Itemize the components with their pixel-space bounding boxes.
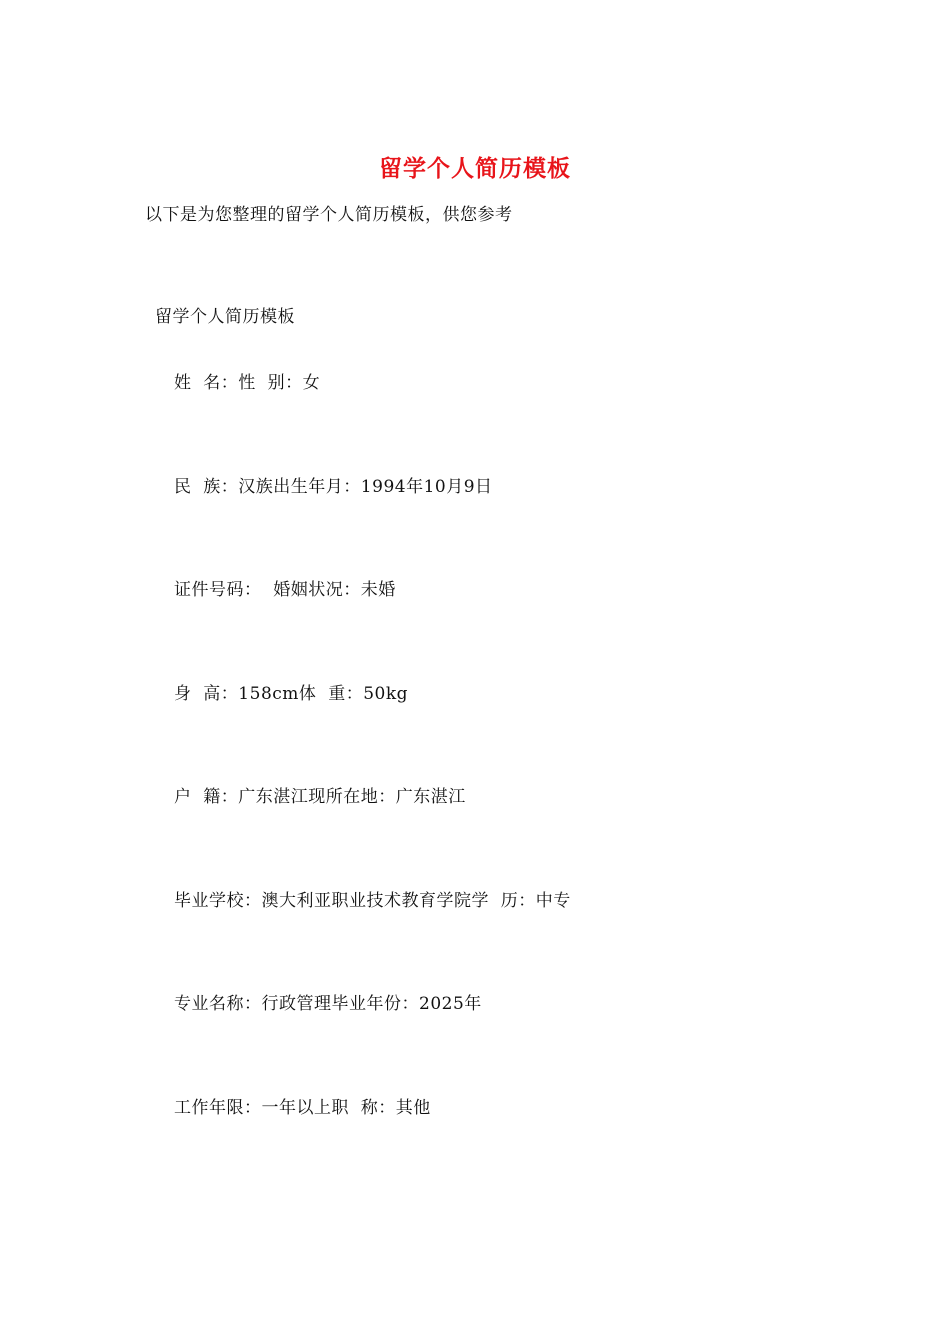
section-heading: 留学个人简历模板 <box>155 307 295 327</box>
resume-field-list <box>174 371 571 1199</box>
field-ethnicity-birthdate: 民 族：汉族出生年月：1994年10月9日 <box>174 476 493 497</box>
field-id-marital-status: 证件号码： 婚姻状况：未婚 <box>174 580 396 600</box>
field-experience-title: 工作年限：一年以上职 称：其他 <box>174 1097 431 1118</box>
field-household-residence: 户 籍：广东湛江现所在地：广东湛江 <box>174 787 466 807</box>
field-major-graduation: 专业名称：行政管理毕业年份：2025年 <box>174 994 482 1014</box>
field-school-education: 毕业学校：澳大利亚职业技术教育学院学 历：中专 <box>174 890 571 911</box>
intro-paragraph: 以下是为您整理的留学个人简历模板，供您参考 <box>145 205 513 225</box>
document-title: 留学个人简历模板 <box>379 155 571 182</box>
field-name-gender: 姓 名：性 别：女 <box>174 373 321 393</box>
field-height-weight: 身 高：158cm体 重：50kg <box>174 683 409 704</box>
